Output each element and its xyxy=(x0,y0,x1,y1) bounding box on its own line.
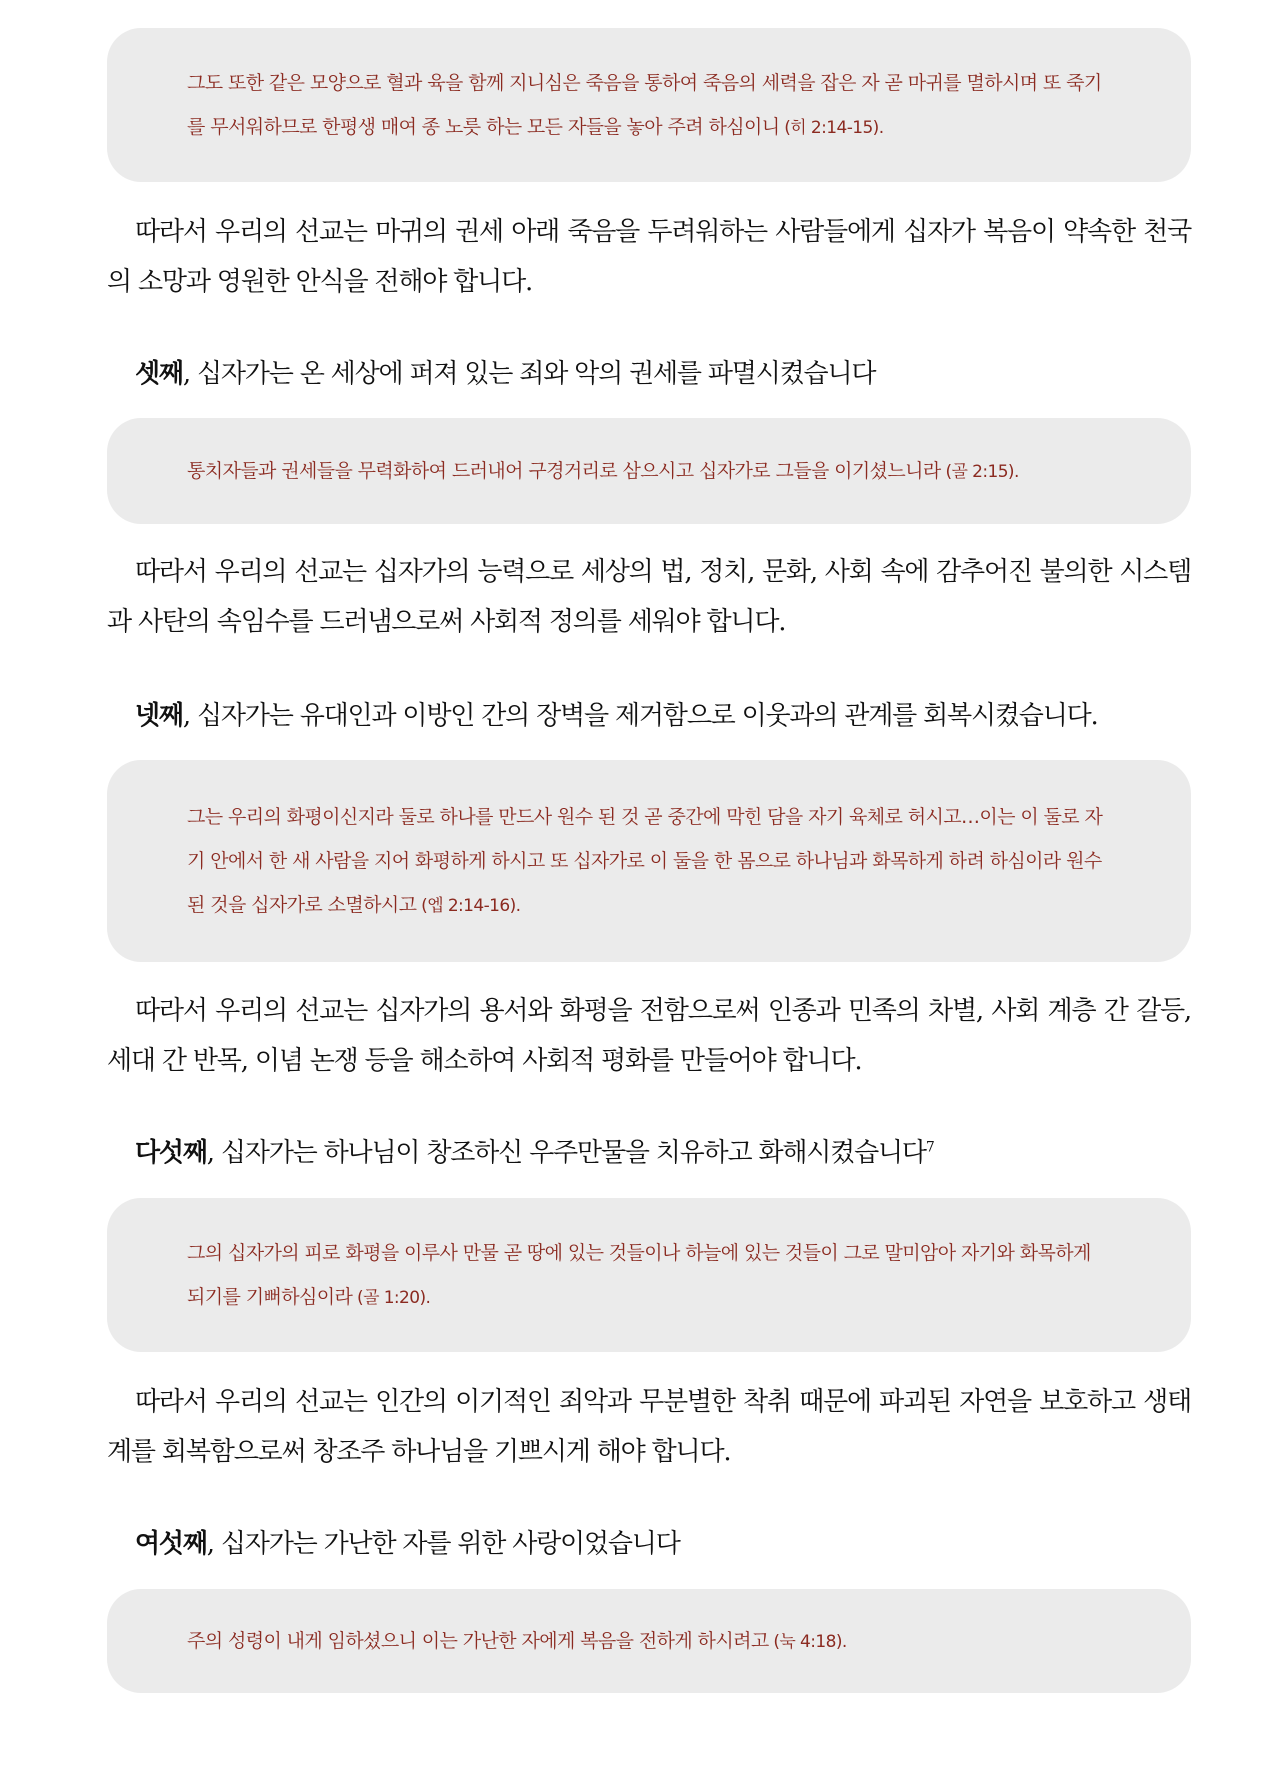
heading-text: , 십자가는 온 세상에 퍼져 있는 죄와 악의 권세를 파멸시켰습니다 xyxy=(182,359,876,389)
scripture-reference: (골 1:20). xyxy=(352,1287,431,1308)
quote-text: 그의 십자가의 피로 화평을 이루사 만물 곧 땅에 있는 것들이나 하늘에 있는 것들이 그로 말미암아 자기와 화목하게 되기를 기뻐하심이라 (골 1:20). xyxy=(187,1241,1091,1308)
scripture-quote-hebrews xyxy=(107,28,1191,182)
section-heading-sixth xyxy=(135,1524,1191,1564)
scripture-reference: (골 2:15). xyxy=(940,461,1019,482)
scripture-reference: (히 2:14-15). xyxy=(779,117,884,138)
scripture-quote-colossians-2 xyxy=(107,418,1191,524)
quote-text: 주의 성령이 내게 임하셨으니 이는 가난한 자에게 복음을 전하게 하시려고 (눅 4:18). xyxy=(187,1629,847,1652)
heading-ordinal: 셋째 xyxy=(135,359,183,389)
body-paragraph-1: 따라서 우리의 선교는 마귀의 권세 아래 죽음을 두려워하는 사람들에게 십자가 복음이 약속한 천국의 소망과 영원한 안식을 전해야 합니다. xyxy=(107,217,1191,297)
quote-text: 그는 우리의 화평이신지라 둘로 하나를 만드사 원수 된 것 곧 중간에 막힌 담을 자기 육체로 허시고…이는 이 둘로 자기 안에서 한 새 사람을 지어 화평하게 하시고 또 십자가로 이 둘을 한 몸으로 하나님과 화목하게 하려 하심이라 원수 된 것을 십자가로 소멸하시고 (엡 2:14-16). xyxy=(187,805,1103,916)
heading-ordinal: 다섯째 xyxy=(135,1138,207,1168)
section-heading-third xyxy=(135,354,1191,394)
footnote-marker: 7 xyxy=(925,1139,934,1156)
scripture-reference: (눅 4:18). xyxy=(768,1631,847,1652)
section-heading-fifth xyxy=(135,1133,1191,1173)
body-paragraph-3: 따라서 우리의 선교는 십자가의 용서와 화평을 전함으로써 인종과 민족의 차별, 사회 계층 간 갈등, 세대 간 반목, 이념 논쟁 등을 해소하여 사회적 평화를 만들어야 합니다. xyxy=(107,996,1191,1076)
heading-text: , 십자가는 가난한 자를 위한 사랑이었습니다 xyxy=(206,1529,680,1559)
scripture-quote-ephesians xyxy=(107,760,1191,962)
heading-ordinal: 여섯째 xyxy=(135,1529,207,1559)
quote-text: 통치자들과 권세들을 무력화하여 드러내어 구경거리로 삼으시고 십자가로 그들을 이기셨느니라 (골 2:15). xyxy=(187,459,1019,482)
body-paragraph-4: 따라서 우리의 선교는 인간의 이기적인 죄악과 무분별한 착취 때문에 파괴된 자연을 보호하고 생태계를 회복함으로써 창조주 하나님을 기쁘시게 해야 합니다. xyxy=(107,1387,1191,1467)
scripture-reference: (엡 2:14-16). xyxy=(416,895,521,916)
scripture-quote-colossians-1 xyxy=(107,1198,1191,1352)
body-paragraph-2: 따라서 우리의 선교는 십자가의 능력으로 세상의 법, 정치, 문화, 사회 속에 감추어진 불의한 시스템과 사탄의 속임수를 드러냄으로써 사회적 정의를 세워야 합니다. xyxy=(107,557,1191,637)
quote-text: 그도 또한 같은 모양으로 혈과 육을 함께 지니심은 죽음을 통하여 죽음의 세력을 잡은 자 곧 마귀를 멸하시며 또 죽기를 무서워하므로 한평생 매여 종 노릇 하는 모든 자들을 놓아 주려 하심이니 (히 2:14-15). xyxy=(187,71,1102,138)
section-heading-fourth xyxy=(135,696,1191,736)
heading-text: , 십자가는 유대인과 이방인 간의 장벽을 제거함으로 이웃과의 관계를 회복시켰습니다. xyxy=(182,701,1098,731)
heading-ordinal: 넷째 xyxy=(135,701,183,731)
heading-text: , 십자가는 하나님이 창조하신 우주만물을 치유하고 화해시켰습니다 xyxy=(206,1138,926,1168)
scripture-quote-luke xyxy=(107,1589,1191,1693)
